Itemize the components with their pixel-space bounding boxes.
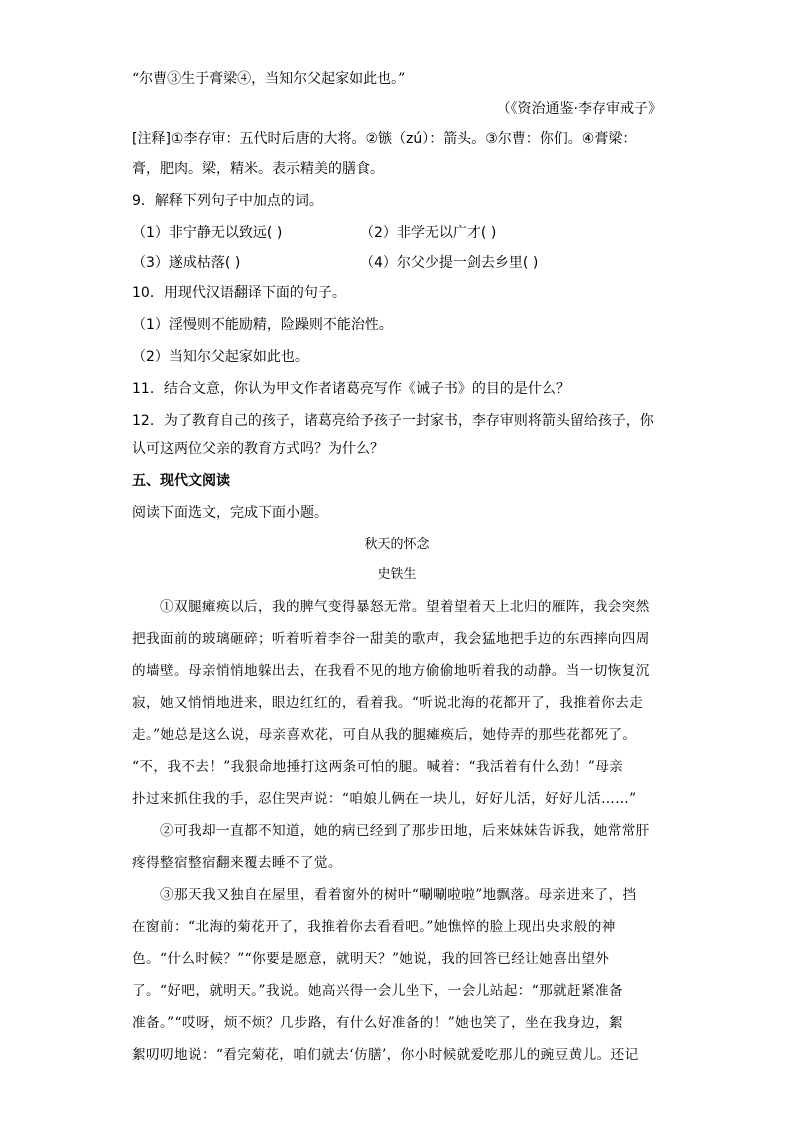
notes-line-1: [注释]①李存审：五代时后唐的大将。②镞（zú）：箭头。③尔曹：你们。④膏梁： — [132, 131, 637, 147]
question-10-item-1: （1）淫慢则不能励精，险躁则不能治性。 — [132, 317, 393, 333]
essay-line: 寂，她又悄悄地进来，眼边红红的，看着我。“听说北海的花都开了，我推着你去走 — [132, 695, 644, 711]
source-citation: （《资治通鉴·李存审戒子》 — [496, 101, 662, 117]
essay-line: 走。”她总是这么说，母亲喜欢花，可自从我的腿瘫痪后，她侍弄的那些花都死了。 — [132, 727, 637, 743]
section-5-heading: 五、现代文阅读 — [132, 473, 230, 489]
essay-line: 把我面前的玻璃砸碎；听着听着李谷一甜美的歌声，我会猛地把手边的东西摔向四周 — [132, 631, 650, 647]
question-10: 10．用现代汉语翻译下面的句子。 — [132, 285, 346, 301]
quote-line: “尔曹③生于膏梁④，当知尔父起家如此也。” — [132, 71, 406, 87]
question-9: 9．解释下列句子中加点的词。 — [132, 193, 323, 209]
question-10-item-2: （2）当知尔父起家如此也。 — [132, 349, 309, 365]
essay-line: 絮叨叨地说：“看完菊花，咱们就去‘仿膳’，你小时候就爱吃那儿的豌豆黄儿。还记 — [132, 1047, 639, 1063]
essay-line: 的墙壁。母亲悄悄地躲出去，在我看不见的地方偷偷地听着我的动静。当一切恢复沉 — [132, 663, 650, 679]
essay-line: ②可我却一直都不知道，她的病已经到了那步田地，后来妹妹告诉我，她常常肝 — [160, 823, 650, 839]
essay-line: 扑过来抓住我的手，忍住哭声说：“咱娘儿俩在一块儿，好好儿活，好好儿活……” — [132, 791, 637, 807]
reading-instruction: 阅读下面选文，完成下面小题。 — [132, 505, 328, 521]
essay-author: 史铁生 — [377, 567, 417, 582]
essay-line: 在窗前：“北海的菊花开了，我推着你去看看吧。”她憔悴的脸上现出央求般的神 — [132, 919, 616, 935]
essay-title: 秋天的怀念 — [364, 537, 430, 552]
essay-line: ①双腿瘫痪以后，我的脾气变得暴怒无常。望着望着天上北归的雁阵，我会突然 — [160, 599, 650, 615]
question-9-item-1: （1）非宁静无以致远( ) — [132, 225, 283, 241]
question-11: 11．结合文意，你认为甲文作者诸葛亮写作《诫子书》的目的是什么？ — [132, 381, 570, 397]
essay-line: ③那天我又独自在屋里，看着窗外的树叶“唰唰啦啦”地飘落。母亲进来了，挡 — [160, 887, 637, 903]
essay-line: 疼得整宿整宿翻来覆去睡不了觉。 — [132, 855, 342, 871]
essay-line: 了。“好吧，就明天。”我说。她高兴得一会儿坐下，一会儿站起：“那就赶紧准备 — [132, 983, 624, 999]
question-12-line-2: 认可这两位父亲的教育方式吗？为什么？ — [132, 441, 384, 457]
essay-line: 准备。”“哎呀，烦不烦？几步路，有什么好准备的！”她也笑了，坐在我身边，絮 — [132, 1015, 624, 1031]
essay-line: 色。“什么时候？”“你要是愿意，就明天？”她说，我的回答已经让她喜出望外 — [132, 951, 610, 967]
question-9-item-2: （2）非学无以广才( ) — [360, 225, 497, 241]
question-9-item-3: （3）遂成枯落( ) — [132, 255, 241, 271]
notes-line-2: 膏，肥肉。梁，精米。表示精美的膳食。 — [132, 161, 384, 177]
essay-line: “不，我不去！”我狠命地捶打这两条可怕的腿。喊着：“我活着有什么劲！”母亲 — [132, 759, 624, 775]
question-12-line-1: 12．为了教育自己的孩子，诸葛亮给予孩子一封家书，李存审则将箭头留给孩子，你 — [132, 413, 654, 429]
question-9-item-4: （4）尔父少提一剑去乡里( ) — [360, 255, 539, 271]
